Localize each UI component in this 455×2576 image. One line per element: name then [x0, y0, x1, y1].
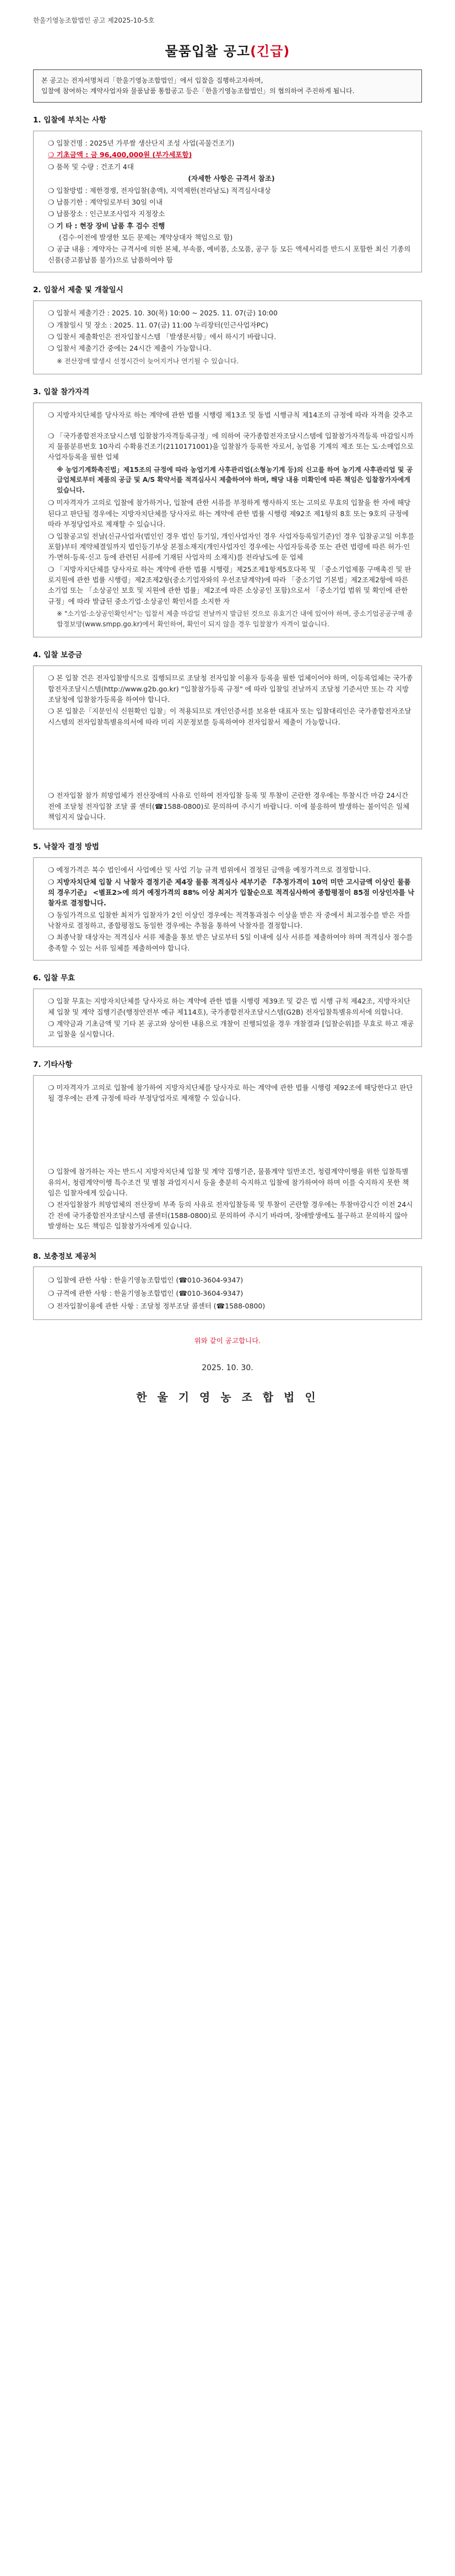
notice-number: 한울기영농조합법인 공고 제2025-10-5호: [33, 17, 155, 24]
section-5: [33, 841, 422, 960]
s1-item-etc: ❍ 기 타 : 현장 장비 납품 후 검수 진행: [48, 221, 415, 231]
section-3: [33, 387, 422, 637]
s7-item-2: ❍ 전자입찰참가 희망업체의 전산장비 부족 등의 사유로 전자입찰등록 및 투찰이 곤란할 경우에는 투찰마감시간 이전 24시간 전에 국가종합전자조달시스템 콜센터(1588-0800)로 문의하여 주시기 바라며, 장애발생에도 불구하고 문의하지 않아 발생하는 모든 책임은 입찰참가자에게 있습니다.: [48, 1199, 415, 1231]
s1-item-spec-note: (자세한 사항은 규격서 참조): [188, 174, 275, 183]
section-1-heading: 1. 입찰에 부치는 사항: [33, 116, 106, 125]
s3-item-1: ❍ 「국가종합전자조달시스템 입찰참가자격등록규정」에 의하여 국가종합전자조달시스템에 입찰참가자격등록 마감일시까지 물품분류번호 10자리 수확용건조기(2110171001)을 입찰참가 등록한 자로서, 농업용 기계의 제조 또는 도·소매업으로 사업자등록을 필한 업체: [48, 431, 415, 463]
s2-item-confirm: ❍ 입찰서 제출확인은 전자입찰시스템 「발생문서함」에서 하시기 바랍니다.: [48, 331, 415, 342]
section-7-heading: 7. 기타사항: [33, 1060, 73, 1069]
section-2: [33, 285, 422, 374]
s5-item-1: ❍ 지방자치단체 입찰 시 낙찰자 결정기준 제4장 물품 적격심사 세부기준 『추정가격이 10억 미만 고시금액 이상인 물품의 경우기준』 <별표2>에 의거 예정가격의 88% 이상 최저가 입찰순으로 적격심사하여 종합평점이 85점 이상인자를 낙찰자로 결정합니다.: [48, 877, 415, 909]
closing-date: 2025. 10. 30.: [202, 1363, 253, 1372]
section-7: [33, 1059, 422, 1239]
s2-item-period: ❍ 입찰서 제출기간 : 2025. 10. 30(목) 10:00 ~ 2025. 11. 07(금) 10:00: [48, 308, 415, 318]
s3-item-3: ❍ 미자격자가 고의로 입찰에 참가하거나, 입찰에 관한 서류를 부정하게 행사하지 또는 고의로 무효의 입찰을 한 자에 해당된다고 판단될 경우에는 지방자치단체를 당사자로 하는 계약에 관한 법률 시행령 제92조 제1항의 8호 또는 9호의 규정에 따라 부정당업자로 제재할 수 있습니다.: [48, 497, 415, 529]
closing-note: 위와 같이 공고합니다.: [194, 1336, 261, 1345]
section-4: [33, 650, 422, 829]
section-3-box: [33, 402, 422, 637]
s6-item-0: ❍ 입찰 무효는 지방자치단체를 당사자로 하는 계약에 관한 법률 시행령 제39조 및 같은 법 시행 규칙 제42조, 지방자치단체 입찰 및 계약 집행기준(행정안전부 예규 제114호), 국가종합전자조달시스템(G2B) 전자입찰특별유의서에 의합니다.: [48, 996, 415, 1017]
title-wrap: [33, 41, 422, 62]
s1-item-quantity: ❍ 품목 및 수량 : 건조기 4대: [48, 162, 415, 172]
lead-line-2: 입찰에 참여하는 계약사업자와 물품납품 통합공고 등은「한울기영농조합법인」의 협의하여 주진하게 됩니다.: [41, 87, 355, 95]
s2-note: ※ 전산장애 발생시 선정시간이 늦어지거나 연기될 수 있습니다.: [57, 356, 415, 367]
s4-item-1: ❍ 본 입찰은「지문인식 신원확인 입찰」이 적용되므로 개인인증서를 보유한 대표자 또는 입찰대리인은 국가종합전자조달시스템의 전자입찰특별유의서에 따라 미리 지문정보를 등록하여야 전자입찰서 제출이 가능합니다.: [48, 706, 415, 727]
s7-item-0: ❍ 미자격자가 고의로 입찰에 참가하여 지방자치단체를 당사자로 하는 계약에 관한 법률 시행령 제92조에 해당한다고 판단될 경우에는 관계 규정에 따라 부정당업자로 제재할 수 있습니다.: [48, 1082, 415, 1104]
contact-bid: ❍ 입찰에 관한 사항 : 한울기영농조합법인 (☎010-3604-9347): [48, 1275, 415, 1285]
s6-item-1: ❍ 계약금과 기초금액 및 기타 본 공고와 상이한 내용으로 개찰이 진행되었을 경우 개찰결과 [입찰순위]를 무효로 하고 재공고 입찰을 실시합니다.: [48, 1018, 415, 1040]
s1-item-deadline: ❍ 납품기한 : 계약일로부터 30일 이내: [48, 197, 415, 207]
section-4-box: [33, 666, 422, 829]
page-title: [165, 44, 290, 59]
s3-item-6: ※ "소기업·소상공인확인서"는 입찰서 제출 마감일 전날까지 발급된 것으로 유효기간 내에 있어야 하며, 중소기업공공구매 종합정보망(www.smpp.go.kr)에서 확인하여, 확인이 되지 않을 경우 입찰참가 자격이 없습니다.: [57, 609, 415, 629]
section-1-box: [33, 131, 422, 272]
s1-item-base-amount: ❍ 기초금액 : 금 96,400,000원 (부가세포함): [48, 149, 415, 160]
s5-item-0: ❍ 예정가격은 복수 법인에서 사업예산 및 사업 기능 규격 범위에서 결정된 금액을 예정가격으로 결정합니다.: [48, 865, 415, 875]
contact-spec: ❍ 규격에 관한 사항 : 한울기영농조합법인 (☎010-3604-9347): [48, 1288, 415, 1298]
section-1: [33, 115, 422, 272]
s4-item-2: ❍ 전자입찰 참가 희망업체가 전산장애의 사유로 인하여 전자입찰 등록 및 투찰이 곤란한 경우에는 투찰시간 마감 24시간 전에 조달청 전자입찰 조달 콜 센터(☎1588-0800)로 문의하여 주시기 바랍니다. 이에 불응하여 발생하는 불이익은 일체 책임지지 않습니다.: [48, 790, 415, 822]
lead-box: [33, 69, 422, 103]
section-6-heading: 6. 입찰 무효: [33, 974, 75, 983]
s3-item-0: ❍ 지방자치단체를 당사자로 하는 계약에 관한 법률 시행령 제13조 및 동법 시행규칙 제14조의 규정에 따라 자격을 갖추고: [48, 410, 415, 420]
section-6-box: [33, 989, 422, 1047]
s4-item-0: ❍ 본 입찰 건은 전자입찰방식으로 집행되므로 조달청 전자입찰 이용자 등록을 필한 업체이어야 하며, 이등록업체는 국가종합전자조달시스템(http://www.g2b.go.kr) "입찰참가등록 규정" 에 따라 입찰일 전날까지 조달청 기준서만 또는 각 지방조달청에 입찰참가등록을 하여야 합니다.: [48, 673, 415, 705]
signature: 한 울 기 영 농 조 합 법 인: [136, 1390, 319, 1404]
s1-item-supply: ❍ 공급 내용 : 계약자는 규격서에 의한 본체, 부속품, 예비품, 소모품, 공구 등 모든 액세서리를 반드시 포함한 최신 기종의 신품(중고품납품 불가)으로 납품하여야 함: [48, 244, 415, 265]
section-7-box: [33, 1075, 422, 1239]
section-3-heading: 3. 입찰 참가자격: [33, 388, 90, 397]
s2-item-24h: ❍ 입찰서 제출기간 중에는 24시간 제출이 가능합니다.: [48, 343, 415, 353]
s1-item-place: ❍ 납품장소 : 인근보조사업자 지정장소: [48, 208, 415, 219]
title-accent: (긴급): [250, 43, 290, 59]
s7-item-1: ❍ 입찰에 참가하는 자는 반드시 지방자치단체 입찰 및 계약 집행기준, 물품계약 일반조건, 청렴계약이행을 위한 입찰특별유의서, 청렴계약이행 특수조건 및 별첨 과업지시서 등을 충분히 숙지하고 입찰에 참가하여야 하며 이를 숙지하지 못한 책임은 입찰자에게 있습니다.: [48, 1166, 415, 1198]
contact-system: ❍ 전자입찰이용에 관한 사항 : 조달청 정부조달 콜센터 (☎1588-0800): [48, 1301, 415, 1311]
s1-item-method: ❍ 입찰방법 : 제한경쟁, 전자입찰(총액), 지역제한(전라남도) 적격심사대상: [48, 185, 415, 196]
s1-item-name: ❍ 입찰건명 : 2025년 가루쌀 생산단지 조성 사업(곡물건조기): [48, 138, 415, 148]
section-8-heading: 8. 보충정보 제공처: [33, 1252, 97, 1261]
lead-line-1: 본 공고는 전자서명처리「한울기영농조합법인」에서 입찰을 집행하고자하며,: [41, 76, 263, 84]
section-4-heading: 4. 입찰 보증금: [33, 651, 83, 660]
section-8-box: [33, 1266, 422, 1319]
s5-item-3: ❍ 최종낙찰 대상자는 적격심사 서류 제출을 통보 받은 날로부터 5일 이내에 심사 서류를 제출하여야 하며 적격심사 점수를 충족할 수 있는 서류 일체를 제출하여야 합니다.: [48, 932, 415, 953]
s5-item-2: ❍ 동일가격으로 입찰한 최저가 입찰자가 2인 이상인 경우에는 적격통과점수 이상을 받은 자 중에서 최고점수를 받은 자를 낙찰자로 결정하고, 종합평점도 동일한 경우에는 추첨을 통하여 낙찰자를 결정합니다.: [48, 910, 415, 931]
section-5-heading: 5. 낙찰자 결정 방법: [33, 842, 99, 852]
s3-item-5: ❍ 「지방자치단체를 당사자로 하는 계약에 관한 법률 시행령」제25조제1항제5호다목 및 「중소기업제품 구매촉진 및 판로지원에 관한 법률 시행령」제2조제2항(중소기업자와의 우선조달계약)에 따라 「중소기업 기본법」제2조제2항에 따른 소기업 또는 「소상공인 보호 및 지원에 관한 법률」제2조에 따른 소상공인 포함)으로서 「중소기업 범위 및 확인에 관한 규정」에 따라 발급된 중소기업·소상공인 확인서를 소지한 자: [48, 564, 415, 607]
s3-item-4: ❍ 입찰공고일 전날(신규사업자(법인인 경우 법인 등기일, 개인사업자인 경우 사업자등록일기준)인 경우 입찰공고일 이후를 포함)부터 계약체결일까지 법인등기부상 본점소재지(개인사업자인 경우에는 사업자등록증 또는 관련 법령에 따른 허가·인가·면허·등록·신고 등에 관련된 서류에 기재된 사업자의 소재지)를 전라남도에 둔 업체: [48, 531, 415, 563]
s2-item-opening: ❍ 개찰일시 및 장소 : 2025. 11. 07(금) 11:00 누리장터(인근사업자PC): [48, 320, 415, 330]
title-main: 물품입찰 공고: [165, 43, 251, 59]
s1-item-etc-note: (검수·이전에 발생한 모든 문제는 계약상대자 책임으로 함): [59, 233, 233, 242]
s3-item-2: ※ 농업기계화촉진법」제15조의 규정에 따라 농업기계 사후관리업(소형농기계 등)의 신고를 하여 농기계 사후관리업 및 공급업체로부터 제품의 공급 및 A/S 확약서를 적격심사시 제출하여야 하며, 해당 내용 미확인에 따른 책임은 입찰참가자에게 있습니다.: [57, 465, 415, 496]
section-5-box: [33, 857, 422, 960]
section-8: [33, 1251, 422, 1320]
closing: [33, 1362, 422, 1406]
section-6: [33, 973, 422, 1046]
section-2-box: [33, 300, 422, 374]
section-2-heading: 2. 입찰서 제출 및 개찰일시: [33, 286, 123, 295]
